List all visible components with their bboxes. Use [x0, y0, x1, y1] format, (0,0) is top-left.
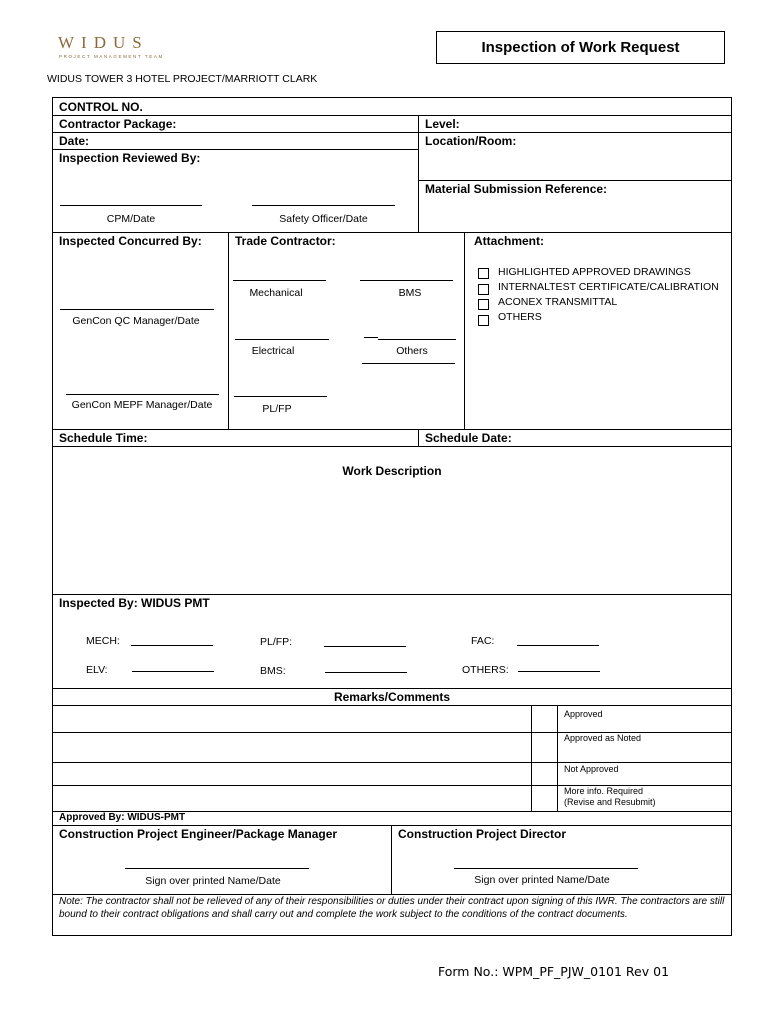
attachment-checkbox[interactable] — [478, 315, 489, 326]
row-divider — [53, 232, 731, 233]
cpe-pm-label: Construction Project Engineer/Package Manager — [59, 827, 338, 841]
attachment-checkbox[interactable] — [478, 299, 489, 310]
material-submission-label: Material Submission Reference: — [425, 182, 608, 196]
form-title: Inspection of Work Request — [436, 31, 725, 64]
discipline-signature-line — [131, 645, 213, 646]
others-signature-line — [378, 339, 456, 340]
mechanical-signature-line — [233, 280, 326, 281]
discipline-signature-line — [324, 646, 406, 647]
electrical-label: Electrical — [251, 345, 295, 357]
inspected-by-pmt-label: Inspected By: WIDUS PMT — [59, 596, 210, 610]
plfp-signature-line — [234, 396, 327, 397]
discipline-label: BMS: — [260, 665, 286, 677]
attachment-label: Attachment: — [474, 234, 545, 248]
cpe-sign-label: Sign over printed Name/Date — [145, 875, 281, 887]
col-divider — [228, 232, 229, 429]
discipline-label: FAC: — [471, 635, 495, 647]
row-divider — [53, 688, 731, 689]
contractor-package-label: Contractor Package: — [59, 117, 177, 131]
cpe-signature-line — [125, 868, 309, 869]
gencon-mepf-label: GenCon MEPF Manager/Date — [71, 399, 213, 411]
level-label: Level: — [425, 117, 460, 131]
disclaimer-note: Note: The contractor shall not be relieved of any of their responsibilities or duties under their contract upon signing of this IWR. The contractors are still bound to their contract obligations and shall carry out and complete the work subject to the conditions of the contract documents. — [59, 896, 725, 920]
discipline-signature-line — [132, 671, 214, 672]
remarks-heading: Remarks/Comments — [333, 690, 451, 704]
row-divider — [53, 446, 731, 447]
gencon-qc-label: GenCon QC Manager/Date — [72, 315, 200, 327]
project-name: WIDUS TOWER 3 HOTEL PROJECT/MARRIOTT CLARK — [47, 73, 318, 85]
schedule-time-label: Schedule Time: — [59, 431, 148, 445]
status-not-approved: Not Approved — [564, 764, 619, 774]
row-divider — [53, 429, 731, 430]
safety-officer-signature-line — [252, 205, 395, 206]
col-divider — [418, 115, 419, 232]
attachment-checkbox[interactable] — [478, 284, 489, 295]
col-divider — [418, 429, 419, 446]
row-divider — [53, 115, 731, 116]
others-label: Others — [396, 345, 428, 357]
gencon-qc-signature-line — [60, 309, 214, 310]
logo-subtext: PROJECT MANAGEMENT TEAM — [59, 54, 164, 59]
trade-contractor-label: Trade Contractor: — [235, 234, 336, 248]
inspected-concurred-label: Inspected Concurred By: — [59, 234, 202, 248]
electrical-signature-line — [235, 339, 329, 340]
attachment-option-label: HIGHLIGHTED APPROVED DRAWINGS — [498, 266, 691, 278]
discipline-label: PL/FP: — [260, 636, 293, 648]
col-divider — [531, 705, 532, 811]
attachment-option-label: OTHERS — [498, 311, 542, 323]
discipline-label: OTHERS: — [462, 664, 509, 676]
approved-by-label: Approved By: WIDUS-PMT — [59, 812, 186, 823]
col-divider — [557, 705, 558, 811]
cpm-signature-line — [60, 205, 202, 206]
logo-wordmark: WIDUS — [58, 33, 149, 52]
plfp-label: PL/FP — [262, 403, 292, 415]
cpd-signature-line — [454, 868, 638, 869]
discipline-label: ELV: — [86, 664, 108, 676]
row-divider — [53, 594, 731, 595]
gencon-mepf-signature-line — [66, 394, 219, 395]
row-divider — [418, 180, 731, 181]
status-approved: Approved — [564, 709, 603, 719]
col-divider — [391, 825, 392, 894]
control-no-label: CONTROL NO. — [59, 100, 143, 114]
attachment-checkbox[interactable] — [478, 268, 489, 279]
row-divider — [53, 149, 418, 150]
others-extra-line — [362, 363, 455, 364]
status-more-info: More info. Required — [564, 786, 644, 796]
cpm-date-label: CPM/Date — [106, 213, 156, 225]
safety-officer-date-label: Safety Officer/Date — [279, 213, 368, 225]
discipline-label: MECH: — [86, 635, 120, 647]
row-divider — [53, 894, 731, 895]
discipline-signature-line — [517, 645, 599, 646]
cpd-label: Construction Project Director — [398, 827, 567, 841]
bms-signature-line — [360, 280, 453, 281]
attachment-option-label: INTERNALTEST CERTIFICATE/CALIBRATION — [498, 281, 719, 293]
date-label: Date: — [59, 134, 90, 148]
status-approved-as-noted: Approved as Noted — [564, 733, 642, 743]
row-divider — [53, 762, 731, 763]
others-signature-line — [364, 337, 378, 338]
inspection-reviewed-by-label: Inspection Reviewed By: — [59, 151, 201, 165]
schedule-date-label: Schedule Date: — [425, 431, 512, 445]
status-revise-resubmit: (Revise and Resubmit) — [564, 797, 656, 807]
form-number: Form No.: WPM_PF_PJW_0101 Rev 01 — [438, 964, 670, 979]
mechanical-label: Mechanical — [249, 287, 303, 299]
discipline-signature-line — [325, 672, 407, 673]
attachment-option-label: ACONEX TRANSMITTAL — [498, 296, 618, 308]
row-divider — [53, 825, 731, 826]
col-divider — [464, 232, 465, 429]
work-description-heading: Work Description — [342, 464, 442, 478]
discipline-signature-line — [518, 671, 600, 672]
location-room-label: Location/Room: — [425, 134, 517, 148]
row-divider — [53, 132, 731, 133]
cpd-sign-label: Sign over printed Name/Date — [474, 874, 610, 886]
bms-label: BMS — [398, 287, 422, 299]
row-divider — [53, 705, 731, 706]
